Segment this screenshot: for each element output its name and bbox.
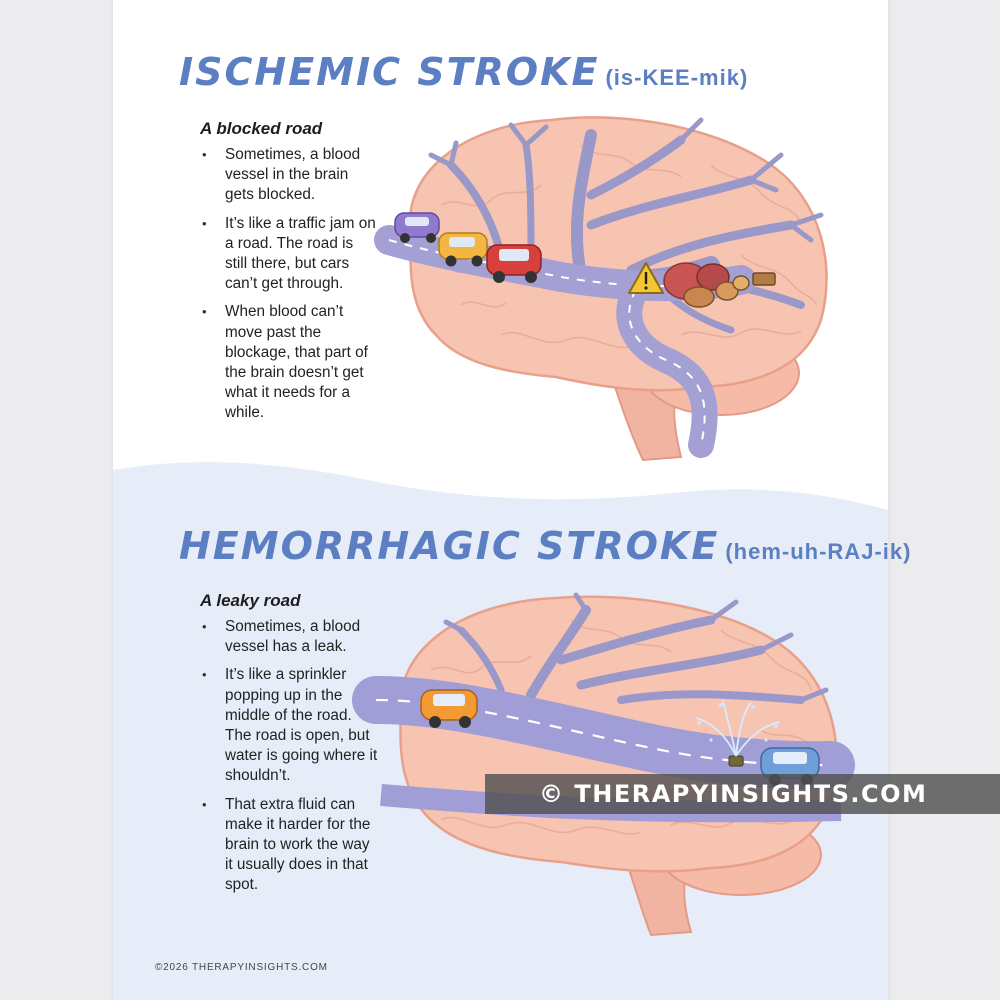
hemorrhagic-bullet-list [200,617,378,896]
brain-leaky-road-illustration [381,590,851,940]
ischemic-text [200,119,378,432]
list-item: • It’s like a sprinkler popping up in the middle of the road. The road is open, but water is going where it shouldn’t. [200,665,378,786]
hemorrhagic-subheading: A leaky road [200,591,301,610]
page [113,0,912,1000]
brain-blocked-road-illustration [381,105,833,465]
watermark-banner [485,774,1000,814]
ischemic-subheading: A blocked road [200,119,323,138]
watermark-text: © THERAPYINSIGHTS.COM [539,780,928,808]
hemorrhagic-pronunciation: (hem-uh-RAJ-ik) [725,539,912,564]
ischemic-pronunciation: (is-KEE-mik) [605,65,749,90]
list-item: • Sometimes, a blood vessel in the brain gets blocked. [200,145,378,206]
list-item: • It’s like a traffic jam on a road. The road is still there, but cars can’t get through. [200,214,378,295]
list-item: • Sometimes, a blood vessel has a leak. [200,617,378,657]
list-item: • That extra fluid can make it harder for the brain to work the way it usually does in that spot. [200,795,378,896]
hemorrhagic-title: HEMORRHAGIC STROKE (hem-uh-RAJ-ik) [179,524,912,568]
hemorrhagic-text [200,591,378,904]
ischemic-bullet-list [200,145,378,424]
copyright-footer: ©2026 THERAPYINSIGHTS.COM [155,962,328,973]
ischemic-title: ISCHEMIC STROKE (is-KEE-mik) [179,50,749,94]
list-item: • When blood can’t move past the blockage, that part of the brain doesn’t get what it needs for a while. [200,302,378,423]
